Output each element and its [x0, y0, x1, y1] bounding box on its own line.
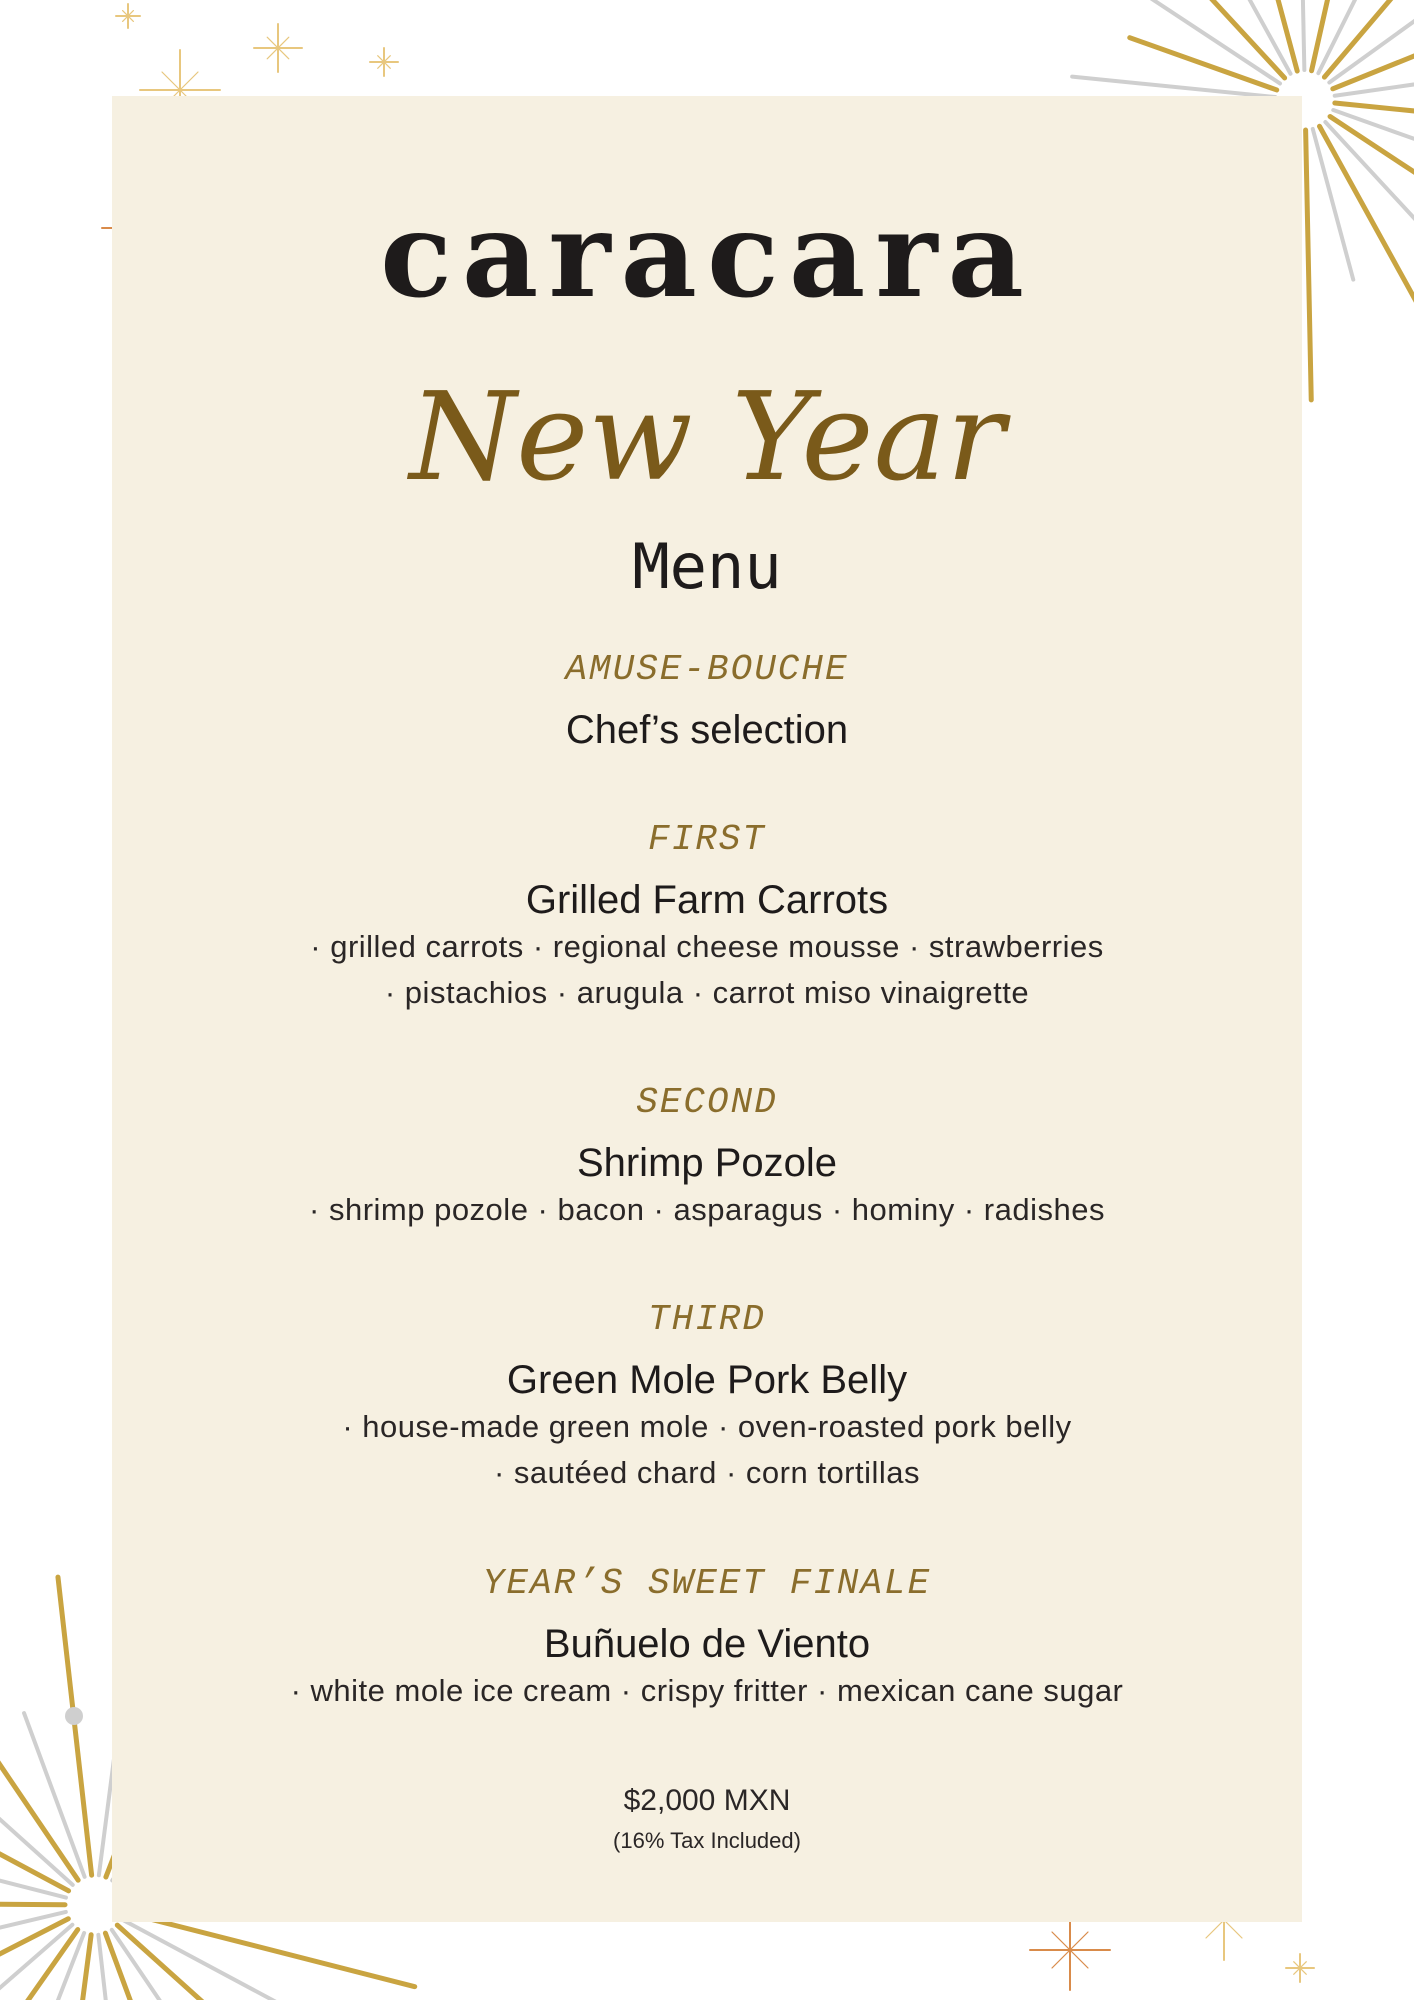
dish-description-line: · white mole ice cream · crispy fritter · mexican cane sugar — [290, 1673, 1124, 1708]
sparkle-star-icon — [1286, 1954, 1314, 1982]
sparkle-star-icon — [1030, 1910, 1110, 1990]
brand-logo: caracara — [380, 185, 1034, 324]
dish-description-line: · sautéed chard · corn tortillas — [493, 1455, 921, 1490]
dish-description-line: · house-made green mole · oven-roasted pork belly — [342, 1409, 1072, 1444]
dish-name: Shrimp Pozole — [576, 1141, 838, 1185]
course-label: AMUSE-BOUCHE — [565, 649, 849, 690]
menu-content — [112, 96, 1302, 1922]
sparkle-star-icon — [254, 24, 302, 72]
dish-description-line: · pistachios · arugula · carrot miso vinaigrette — [384, 975, 1030, 1010]
dish-name: Chef’s selection — [565, 708, 849, 752]
course-label: SECOND — [636, 1082, 778, 1123]
course-amuse-bouche — [112, 648, 1302, 754]
dot-icon — [65, 1707, 83, 1725]
course-label: THIRD — [647, 1299, 767, 1340]
tax-note: (16% Tax Included) — [613, 1828, 801, 1853]
course-first — [112, 818, 1302, 1016]
dish-name: Buñuelo de Viento — [543, 1622, 871, 1666]
course-dessert — [112, 1562, 1302, 1714]
price: $2,000 MXN — [623, 1784, 791, 1817]
dish-name: Grilled Farm Carrots — [525, 878, 889, 922]
dish-name: Green Mole Pork Belly — [506, 1358, 908, 1402]
course-label: FIRST — [647, 819, 767, 860]
dish-description-line: · shrimp pozole · bacon · asparagus · hominy · radishes — [309, 1192, 1105, 1227]
sparkle-star-icon — [370, 48, 398, 76]
title-script: New Year — [409, 366, 1005, 508]
title-subtitle: Menu — [632, 530, 782, 603]
course-third — [112, 1298, 1302, 1496]
course-second — [112, 1081, 1302, 1233]
sparkle-star-icon — [116, 4, 140, 28]
course-label: YEAR’S SWEET FINALE — [482, 1563, 932, 1604]
dish-description-line: · grilled carrots · regional cheese mousse · strawberries — [310, 929, 1104, 964]
